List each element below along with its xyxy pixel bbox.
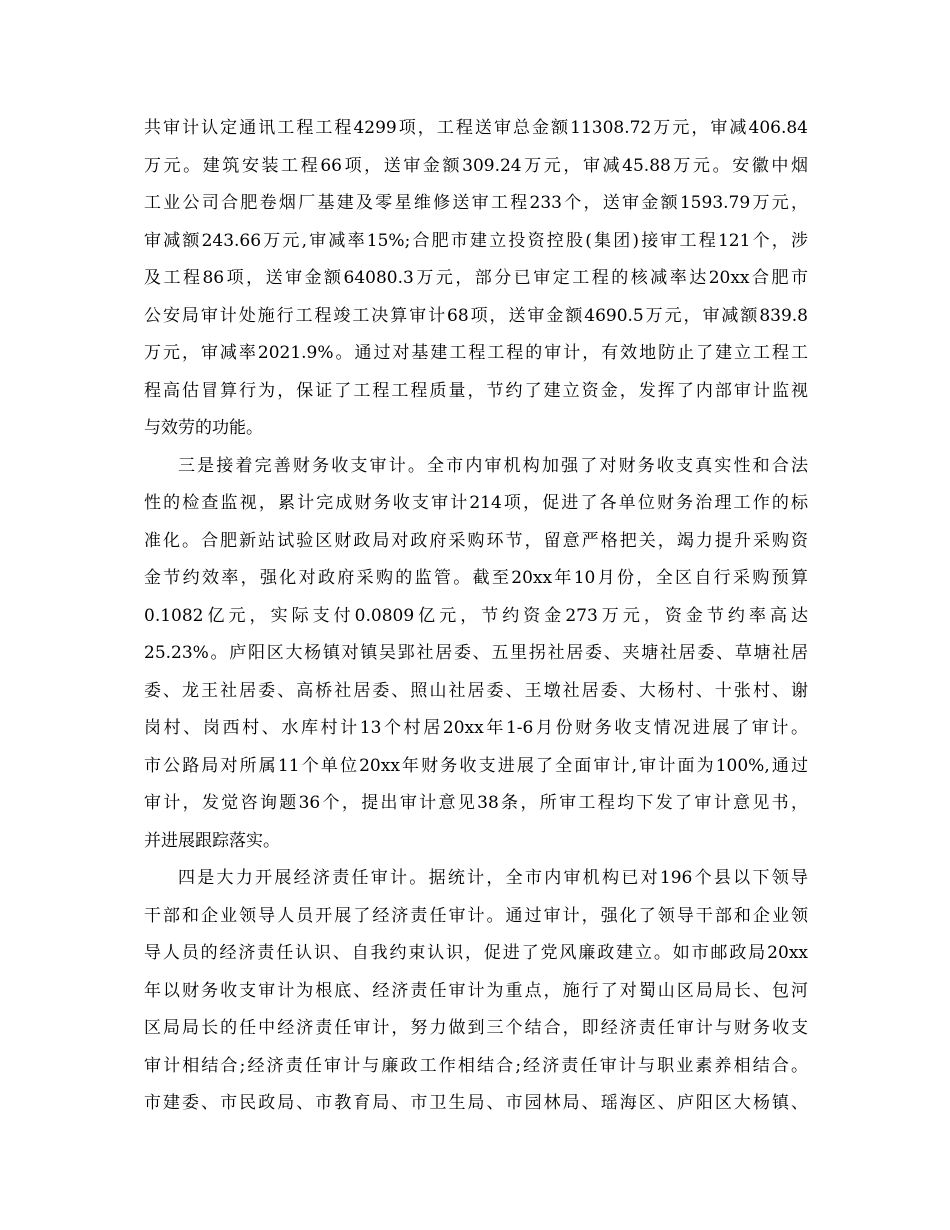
text-line: 25.23%。庐阳区大杨镇对镇吴郢社居委、五里拐社居委、夹塘社居委、草塘社居 xyxy=(144,643,808,663)
text-line: 性的检查监视，累计完成财务收支审计214项，促进了各单位财务治理工作的标 xyxy=(144,493,808,513)
document-page xyxy=(144,110,808,1123)
text-line: 干部和企业领导人员开展了经济责任审计。通过审计，强化了领导干部和企业领 xyxy=(144,905,808,926)
text-line: 审减额243.66万元,审减率15%;合肥市建立投资控股(集团)接审工程121个，涉 xyxy=(144,230,808,251)
text-line: 万元，审减率2021.9%。通过对基建工程工程的审计，有效地防止了建立工程工 xyxy=(144,343,808,363)
text-line: 区局局长的任中经济责任审计，努力做到三个结合，即经济责任审计与财务收支 xyxy=(144,1018,808,1038)
paragraph-financial-audit xyxy=(144,448,808,861)
text-line: 准化。合肥新站试验区财政局对政府采购环节，留意严格把关，竭力提升采购资 xyxy=(144,530,808,551)
text-line: 四是大力开展经济责任审计。据统计，全市内审机构已对196个县以下领导 xyxy=(178,868,808,888)
text-line: 委、龙王社居委、高桥社居委、照山社居委、王墩社居委、大杨村、十张村、谢 xyxy=(144,680,808,701)
text-line: 三是接着完善财务收支审计。全市内审机构加强了对财务收支真实性和合法 xyxy=(178,455,808,476)
text-line: 工业公司合肥卷烟厂基建及零星维修送审工程233个，送审金额1593.79万元， xyxy=(144,193,808,213)
text-line: 与效劳的功能。 xyxy=(144,418,263,438)
paragraph-economic-responsibility-audit xyxy=(144,860,808,1123)
text-line: 万元。建筑安装工程66项，送审金额309.24万元，审减45.88万元。安徽中烟 xyxy=(144,155,808,176)
text-line: 市建委、市民政局、市教育局、市卫生局、市园林局、瑶海区、庐阳区大杨镇、 xyxy=(144,1093,808,1113)
text-line: 审计，发觉咨询题36个，提出审计意见38条，所审工程均下发了审计意见书， xyxy=(144,793,808,813)
text-line: 年以财务收支审计为根底、经济责任审计为重点，施行了对蜀山区局局长、包河 xyxy=(144,980,808,1001)
text-line: 及工程86项，送审金额64080.3万元，部分已审定工程的核减率达20xx合肥市 xyxy=(144,268,808,288)
text-line: 并进展跟踪落实。 xyxy=(144,830,280,851)
text-line: 金节约效率，强化对政府采购的监管。截至20xx年10月份，全区自行采购预算 xyxy=(144,568,808,588)
text-line: 市公路局对所属11个单位20xx年财务收支进展了全面审计,审计面为100%,通过 xyxy=(144,755,808,776)
text-line: 导人员的经济责任认识、自我约束认识，促进了党风廉政建立。如市邮政局20xx xyxy=(144,943,808,963)
text-line: 公安局审计处施行工程竣工决算审计68项，送审金额4690.5万元，审减额839.8 xyxy=(144,305,808,326)
text-line: 0.1082亿元，实际支付0.0809亿元，节约资金273万元，资金节约率高达 xyxy=(144,605,808,626)
paragraph-engineering-audit xyxy=(144,110,808,448)
text-line: 审计相结合;经济责任审计与廉政工作相结合;经济责任审计与职业素养相结合。 xyxy=(144,1055,808,1076)
text-line: 岗村、岗西村、水库村计13个村居20xx年1-6月份财务收支情况进展了审计。 xyxy=(144,718,808,738)
text-line: 程高估冒算行为，保证了工程工程质量，节约了建立资金，发挥了内部审计监视 xyxy=(144,380,808,401)
text-line: 共审计认定通讯工程工程4299项，工程送审总金额11308.72万元，审减406.84 xyxy=(144,118,808,138)
